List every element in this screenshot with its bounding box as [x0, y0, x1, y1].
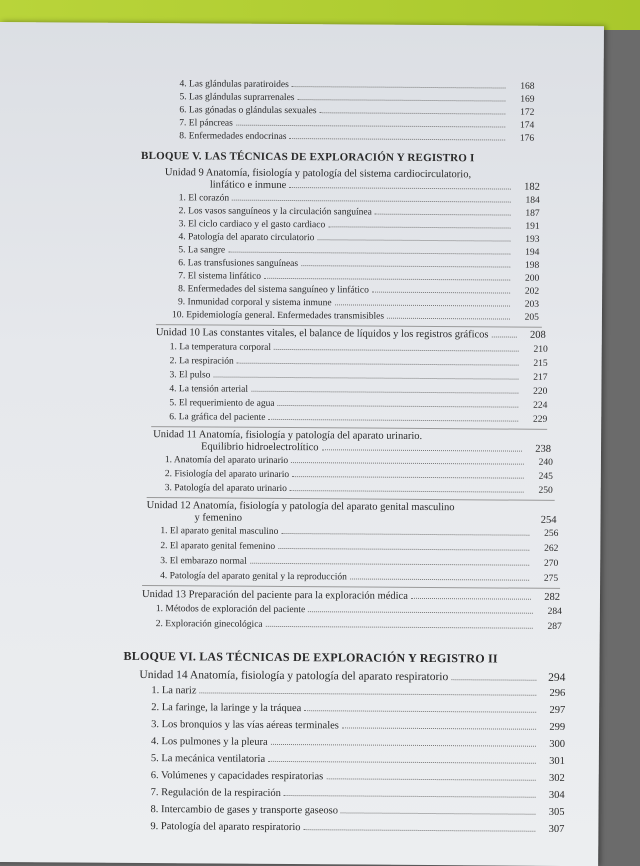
toc-entry — [160, 556, 558, 569]
bloque-heading: BLOQUE VI. LAS TÉCNICAS DE EXPLORACIÓN Y REGISTRO II — [123, 648, 498, 666]
toc-entry-title: 9. Inmunidad corporal y sistema inmune — [178, 297, 332, 309]
toc-entry-title: 2. Exploración ginecológica — [155, 619, 263, 630]
toc-entry-title: 7. Regulación de la respiración — [150, 787, 281, 799]
toc-entry — [179, 193, 540, 206]
toc-entry-page: 172 — [520, 107, 535, 118]
toc-entry — [160, 541, 558, 554]
toc-entry-page: 174 — [520, 120, 535, 131]
toc-entry — [179, 92, 534, 104]
toc-entry-title: 5. El requerimiento de agua — [169, 398, 275, 409]
toc-entry-page: 307 — [548, 823, 565, 835]
toc-entry-page: 250 — [538, 485, 553, 496]
toc-entry-page: 184 — [525, 195, 540, 206]
toc-entry-title: 1. El aparato genital masculino — [160, 526, 279, 537]
unit-title: Unidad 10 Las constantes vitales, el balance de líquidos y los registros gráficos — [155, 327, 489, 341]
toc-entry-page: 203 — [524, 299, 540, 310]
book-page — [0, 22, 604, 866]
unit-title-continuation: y femenino — [194, 512, 243, 524]
toc-entry — [151, 736, 565, 750]
toc-entry — [151, 719, 565, 733]
unit-page: 282 — [544, 591, 561, 603]
toc-entry-page: 202 — [524, 286, 540, 297]
toc-entry-page: 305 — [548, 806, 565, 818]
unit-heading-row — [201, 441, 551, 454]
toc-entry-page: 229 — [532, 414, 548, 425]
toc-entry — [179, 131, 534, 143]
toc-entry — [160, 526, 558, 539]
toc-entry-page: 300 — [549, 738, 566, 750]
toc-entry — [151, 753, 565, 767]
toc-entry-title: 4. Patología del aparato genital y la reproducción — [160, 571, 347, 583]
toc-entry-title: 2. La faringe, la laringe y la tráquea — [151, 702, 302, 715]
toc-entry-page: 256 — [544, 528, 559, 539]
toc-entry — [150, 821, 564, 835]
unit-page: 238 — [535, 443, 552, 455]
toc-entry-title: 8. Enfermedades del sistema sanguíneo y linfático — [178, 284, 369, 296]
toc-entry — [179, 206, 540, 219]
unit-title: Unidad 11 Anatomía, fisiología y patología del aparato urinario. — [153, 429, 423, 442]
toc-entry-page: 200 — [524, 273, 540, 284]
toc-entry — [170, 356, 548, 369]
toc-entry-page: 287 — [547, 621, 562, 632]
unit-title: Unidad 14 Anatomía, fisiología y patología del aparato respiratorio — [139, 668, 449, 684]
toc-entry-page: 193 — [525, 234, 540, 245]
toc-entry — [150, 804, 564, 818]
toc-entry-title: 6. Las transfusiones sanguíneas — [178, 258, 299, 270]
toc-entry-page: 245 — [538, 471, 553, 482]
toc-entry-title: 6. La gráfica del paciente — [169, 412, 266, 423]
toc-entry-title: 3. El pulso — [169, 370, 211, 381]
toc-entry-page: 176 — [519, 133, 535, 144]
toc-entry-title: 3. Patología del aparato urinario — [164, 483, 287, 495]
toc-entry-page: 299 — [549, 721, 566, 733]
toc-entry — [179, 105, 534, 117]
unit-title: Unidad 13 Preparación del paciente para la exploración médica — [141, 589, 408, 602]
toc-entry-page: 215 — [533, 358, 548, 369]
toc-entry — [179, 118, 534, 130]
toc-entry-page: 210 — [533, 344, 548, 355]
unit-page: 294 — [548, 671, 566, 684]
toc-entry-page: 205 — [524, 312, 539, 323]
toc-entry-title: 3. El embarazo normal — [160, 556, 247, 567]
toc-entry-title: 4. Las glándulas paratiroides — [179, 79, 289, 91]
toc-entry-title: 1. El corazón — [178, 193, 230, 204]
toc-entry-title: 5. La mecánica ventilatoria — [150, 753, 266, 765]
toc-entry-title: 8. Intercambio de gases y transporte gaseoso — [150, 804, 339, 817]
toc-entry-page: 198 — [525, 260, 540, 271]
toc-entry-title: 5. Las glándulas suprarrenales — [179, 92, 295, 104]
unit-heading-row — [156, 327, 546, 341]
toc-entry — [165, 483, 553, 496]
toc-entry-title: 6. Volúmenes y capacidades respiratorias — [150, 770, 324, 783]
toc-entry-title: 2. Los vasos sanguíneos y la circulación sanguínea — [178, 206, 372, 218]
toc-entry-page: 284 — [547, 606, 562, 617]
unit-heading-row — [139, 669, 565, 684]
toc-entry — [178, 258, 539, 271]
toc-entry — [165, 469, 553, 482]
toc-entry-page: 194 — [525, 247, 540, 258]
toc-entry-page: 191 — [525, 221, 540, 232]
toc-entry-title: 1. Anatomía del aparato urinario — [164, 455, 289, 467]
toc-entry-title: 1. La nariz — [151, 685, 197, 697]
unit-heading-row — [142, 589, 560, 603]
toc-entry — [169, 398, 547, 411]
toc-entry-title: 2. El aparato genital femenino — [160, 541, 276, 552]
toc-entry-page: 304 — [548, 789, 565, 801]
toc-entry-title: 1. Métodos de exploración del paciente — [155, 604, 306, 616]
unit-heading-row — [195, 512, 557, 526]
toc-entry — [178, 271, 539, 284]
toc-entry-page: 169 — [520, 94, 535, 105]
toc-entry-title: 3. El ciclo cardiaco y el gasto cardiaco — [178, 219, 326, 231]
toc-entry — [178, 297, 539, 310]
unit-title-continuation: linfático e inmune — [209, 179, 287, 192]
toc-entry-page: 220 — [533, 386, 548, 397]
toc-entry-title: 2. Fisiología del aparato urinario — [164, 469, 290, 481]
toc-entry-title: 6. Las gónadas o glándulas sexuales — [179, 105, 317, 117]
toc-entry-page: 217 — [533, 372, 548, 383]
toc-entry — [178, 284, 539, 297]
toc-entry-page: 187 — [525, 208, 540, 219]
toc-entry-title: 4. La tensión arterial — [169, 384, 249, 395]
toc-entry — [180, 79, 535, 91]
toc-entry-page: 297 — [549, 704, 566, 716]
unit-title: Unidad 9 Anatomía, fisiología y patología del sistema cardiocirculatorio, — [164, 167, 472, 181]
toc-entry-title: 8. Enfermedades endocrinas — [179, 131, 287, 143]
toc-entry-page: 168 — [520, 81, 535, 92]
toc-entry-page: 224 — [533, 400, 548, 411]
toc-entry-page: 301 — [549, 755, 565, 767]
divider — [142, 585, 560, 589]
toc-entry — [151, 685, 565, 699]
toc-entry — [156, 604, 562, 617]
toc-entry-page: 240 — [538, 457, 553, 468]
toc-entry-title: 4. Patología del aparato circulatorio — [178, 232, 315, 244]
toc-entry-title: 1. La temperatura corporal — [169, 342, 272, 353]
unit-title-continuation: Equilibrio hidroelectrolítico — [201, 441, 319, 454]
toc-entry — [170, 342, 548, 355]
toc-entry — [178, 232, 539, 245]
toc-entry-page: 302 — [548, 772, 565, 784]
toc-entry-title: 3. Los bronquios y las vías aéreas terminales — [151, 719, 339, 732]
toc-entry-page: 296 — [549, 687, 566, 699]
bloque-heading: BLOQUE V. LAS TÉCNICAS DE EXPLORACIÓN Y REGISTRO I — [141, 149, 475, 165]
toc-entry-title: 9. Patología del aparato respiratorio — [150, 821, 301, 834]
toc-entry — [170, 370, 548, 383]
toc-entry — [179, 219, 540, 232]
toc-entry-title: 10. Epidemiología general. Enfermedades transmisibles — [171, 310, 385, 322]
toc-entry-title: 5. La sangre — [178, 245, 226, 256]
toc-entry-title: 2. La respiración — [169, 356, 234, 367]
toc-entry — [169, 412, 547, 425]
toc-entry-title: 7. El páncreas — [179, 118, 233, 129]
unit-title: Unidad 12 Anatomía, fisiología y patología del aparato genital masculino — [146, 500, 455, 514]
toc-entry — [151, 702, 565, 716]
toc-entry-title: 7. El sistema linfático — [178, 271, 262, 282]
toc-entry-page: 270 — [543, 558, 559, 569]
toc-entry — [160, 571, 558, 584]
toc-entry — [151, 770, 565, 784]
toc-entry — [151, 787, 565, 801]
toc-entry-page: 262 — [544, 543, 559, 554]
toc-entry — [169, 384, 547, 397]
toc-entry — [156, 619, 562, 632]
unit-page: 254 — [540, 514, 557, 526]
toc-entry-title: 4. Los pulmones y la pleura — [150, 736, 268, 748]
toc-entry — [172, 310, 539, 323]
toc-entry-page: 275 — [543, 573, 559, 584]
unit-page: 182 — [524, 181, 540, 193]
toc-entry — [178, 245, 539, 258]
toc-entry — [165, 455, 553, 468]
unit-page: 208 — [530, 329, 546, 341]
unit-heading-row — [210, 179, 540, 192]
